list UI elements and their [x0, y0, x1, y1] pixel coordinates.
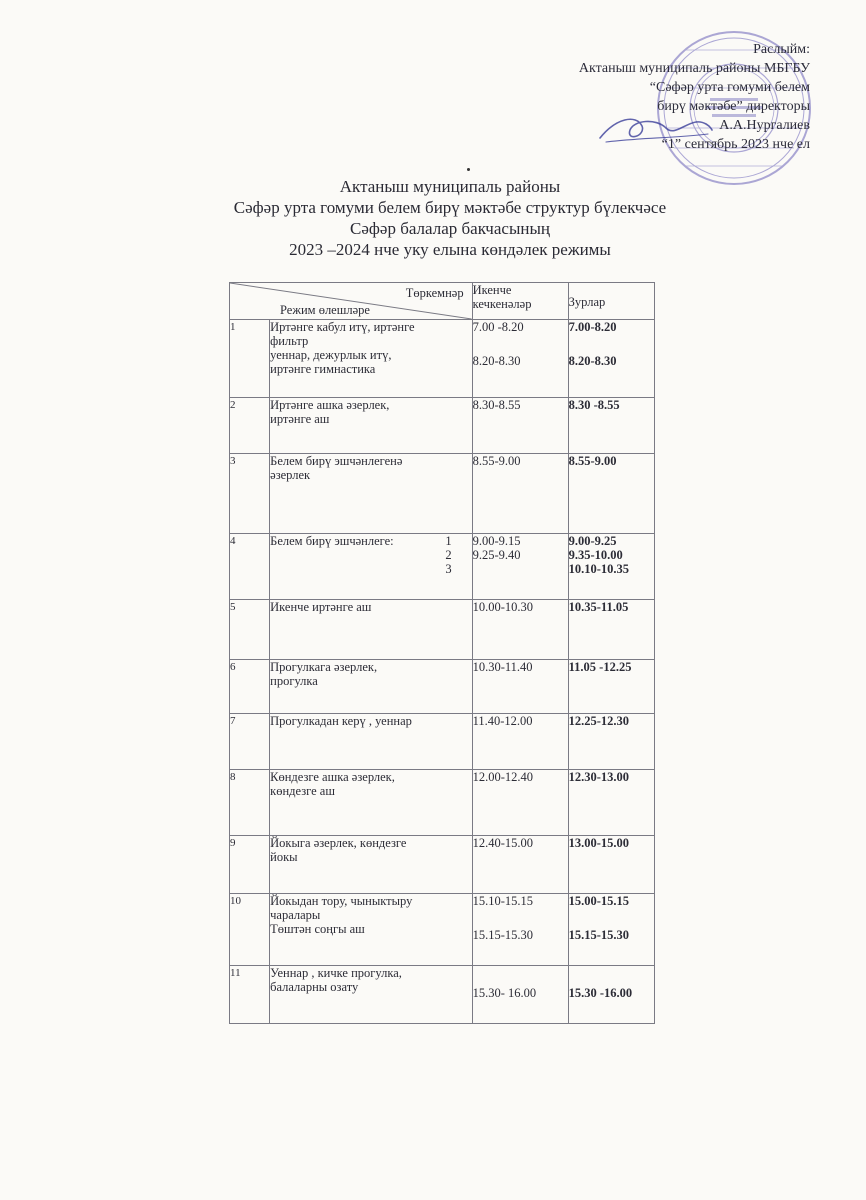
- time-older: [568, 660, 654, 714]
- regime-text: фильтр: [270, 334, 309, 348]
- time-older: [568, 966, 654, 1024]
- time-value: 12.30-13.00: [568, 770, 630, 784]
- regime-text: Белем бирү эшчәнлегенә: [270, 454, 403, 468]
- regime-cell: [270, 454, 472, 534]
- time-younger: [472, 836, 568, 894]
- approval-block: [490, 40, 810, 154]
- regime-cell: [270, 398, 472, 454]
- session-index: 3: [445, 562, 452, 576]
- time-value: 15.15-15.30: [472, 928, 533, 942]
- time-value: 7.00 -8.20: [472, 320, 524, 334]
- approval-line: “1” сентябрь 2023 нче ел: [661, 137, 810, 152]
- time-value: 9.35-10.00: [568, 548, 623, 562]
- table-row: [230, 836, 655, 894]
- row-number: 10: [230, 894, 270, 966]
- time-value: 8.55-9.00: [472, 454, 521, 468]
- table-body: [230, 320, 655, 1024]
- time-younger: [472, 534, 568, 600]
- time-value: 8.30-8.55: [472, 398, 521, 412]
- time-older: [568, 320, 654, 398]
- regime-cell: [270, 534, 472, 600]
- time-younger: [472, 770, 568, 836]
- title-line: 2023 –2024 нче уку елына көндәлек режимы: [289, 240, 611, 259]
- column-header-older: Зурлар: [568, 283, 654, 320]
- regime-text: Йокыга әзерлек, көндезге: [270, 836, 407, 850]
- time-value: 12.00-12.40: [472, 770, 533, 784]
- time-value: 8.20-8.30: [568, 354, 617, 368]
- time-younger: [472, 966, 568, 1024]
- time-value: 9.00-9.15: [472, 534, 521, 548]
- table-header-row: [230, 283, 655, 320]
- row-number: 6: [230, 660, 270, 714]
- time-older: [568, 600, 654, 660]
- time-value: 15.10-15.15: [472, 894, 533, 908]
- time-value: 11.40-12.00: [472, 714, 533, 728]
- row-number: 9: [230, 836, 270, 894]
- approval-line: бирү мәктәбе” директоры: [657, 99, 810, 114]
- time-value: 15.30- 16.00: [472, 986, 537, 1000]
- regime-text: Икенче иртәнге аш: [270, 600, 372, 614]
- time-value: 10.35-11.05: [568, 600, 629, 614]
- time-value: 15.30 -16.00: [568, 986, 633, 1000]
- regime-text: Төштән соңгы аш: [270, 922, 365, 936]
- regime-text: Белем бирү эшчәнлеге: 1: [270, 534, 471, 548]
- title-line: Сәфәр балалар бакчасының: [350, 219, 550, 238]
- time-value: 12.40-15.00: [472, 836, 533, 850]
- table-row: [230, 660, 655, 714]
- approval-line: “Сәфәр урта гомуми белем: [649, 80, 810, 95]
- column-header-younger: Икенче кечкенәләр: [472, 283, 568, 320]
- time-younger: [472, 894, 568, 966]
- regime-cell: [270, 714, 472, 770]
- time-value: 8.20-8.30: [472, 354, 521, 368]
- time-older: [568, 714, 654, 770]
- schedule-table: [229, 282, 655, 1024]
- regime-text: балаларны озату: [270, 980, 359, 994]
- row-number: 11: [230, 966, 270, 1024]
- row-number: 2: [230, 398, 270, 454]
- regime-text: Иртәнге кабул итү, иртәнге: [270, 320, 415, 334]
- time-value: 10.00-10.30: [472, 600, 533, 614]
- session-index: 1: [445, 534, 452, 548]
- row-number: 7: [230, 714, 270, 770]
- time-older: [568, 770, 654, 836]
- table-row: [230, 320, 655, 398]
- approval-line: А.А.Нургалиев: [719, 118, 810, 133]
- row-number: 3: [230, 454, 270, 534]
- time-value: 9.25-9.40: [472, 548, 521, 562]
- regime-text: Уеннар , кичке прогулка,: [270, 966, 402, 980]
- regime-text: Йокыдан тору, чыныктыру: [270, 894, 413, 908]
- row-number: 8: [230, 770, 270, 836]
- regime-cell: [270, 836, 472, 894]
- title-line: Актаныш муниципаль районы: [339, 177, 561, 196]
- row-number: 5: [230, 600, 270, 660]
- table-row: [230, 966, 655, 1024]
- row-number: 4: [230, 534, 270, 600]
- table-row: [230, 398, 655, 454]
- table-row: [230, 534, 655, 600]
- table-row: [230, 770, 655, 836]
- row-number: 1: [230, 320, 270, 398]
- document-title: [120, 176, 780, 260]
- time-value: 8.30 -8.55: [568, 398, 620, 412]
- table-row: [230, 454, 655, 534]
- time-value: 15.15-15.30: [568, 928, 630, 942]
- time-younger: [472, 320, 568, 398]
- table-row: [230, 714, 655, 770]
- regime-text: уеннар, дежурлык итү,: [270, 348, 392, 362]
- time-value: 15.00-15.15: [568, 894, 630, 908]
- regime-text: әзерлек: [270, 468, 311, 482]
- time-value: 13.00-15.00: [568, 836, 630, 850]
- time-older: [568, 534, 654, 600]
- regime-cell: [270, 320, 472, 398]
- regime-text: иртәнге аш: [270, 412, 330, 426]
- regime-cell: [270, 894, 472, 966]
- table-row: [230, 600, 655, 660]
- time-value: 10.10-10.35: [568, 562, 630, 576]
- regime-text: көндезге аш: [270, 784, 335, 798]
- groups-header-label: Төркемнәр: [405, 286, 464, 300]
- session-index: 2: [445, 548, 452, 562]
- approval-line: Актаныш муниципаль районы МБГБУ: [578, 61, 810, 76]
- regime-text: йокы: [270, 850, 298, 864]
- time-younger: [472, 398, 568, 454]
- regime-header-label: Режим өлешләре: [280, 303, 370, 317]
- time-older: [568, 398, 654, 454]
- title-line: Сәфәр урта гомуми белем бирү мәктәбе структур бүлекчәсе: [233, 198, 667, 217]
- regime-text: Көндезге ашка әзерлек,: [270, 770, 395, 784]
- time-value: 9.00-9.25: [568, 534, 617, 548]
- time-younger: [472, 714, 568, 770]
- regime-text: прогулка: [270, 674, 318, 688]
- regime-text: иртәнге гимнастика: [270, 362, 376, 376]
- regime-text: чаралары: [270, 908, 321, 922]
- ink-dot: [467, 168, 470, 171]
- time-value: 10.30-11.40: [472, 660, 533, 674]
- time-value: 11.05 -12.25: [568, 660, 632, 674]
- time-value: 12.25-12.30: [568, 714, 630, 728]
- time-older: [568, 836, 654, 894]
- regime-cell: [270, 966, 472, 1024]
- time-younger: [472, 454, 568, 534]
- time-value: 8.55-9.00: [568, 454, 617, 468]
- regime-cell: [270, 660, 472, 714]
- regime-text: Иртәнге ашка әзерлек,: [270, 398, 390, 412]
- time-older: [568, 454, 654, 534]
- table-row: [230, 894, 655, 966]
- time-younger: [472, 600, 568, 660]
- regime-cell: [270, 770, 472, 836]
- regime-text: Прогулкадан керү , уеннар: [270, 714, 412, 728]
- time-older: [568, 894, 654, 966]
- approval-line: Раслыйм:: [753, 42, 810, 57]
- time-younger: [472, 660, 568, 714]
- time-value: 7.00-8.20: [568, 320, 617, 334]
- header-corner-cell: [230, 283, 473, 320]
- regime-text: Прогулкага әзерлек,: [270, 660, 378, 674]
- regime-cell: [270, 600, 472, 660]
